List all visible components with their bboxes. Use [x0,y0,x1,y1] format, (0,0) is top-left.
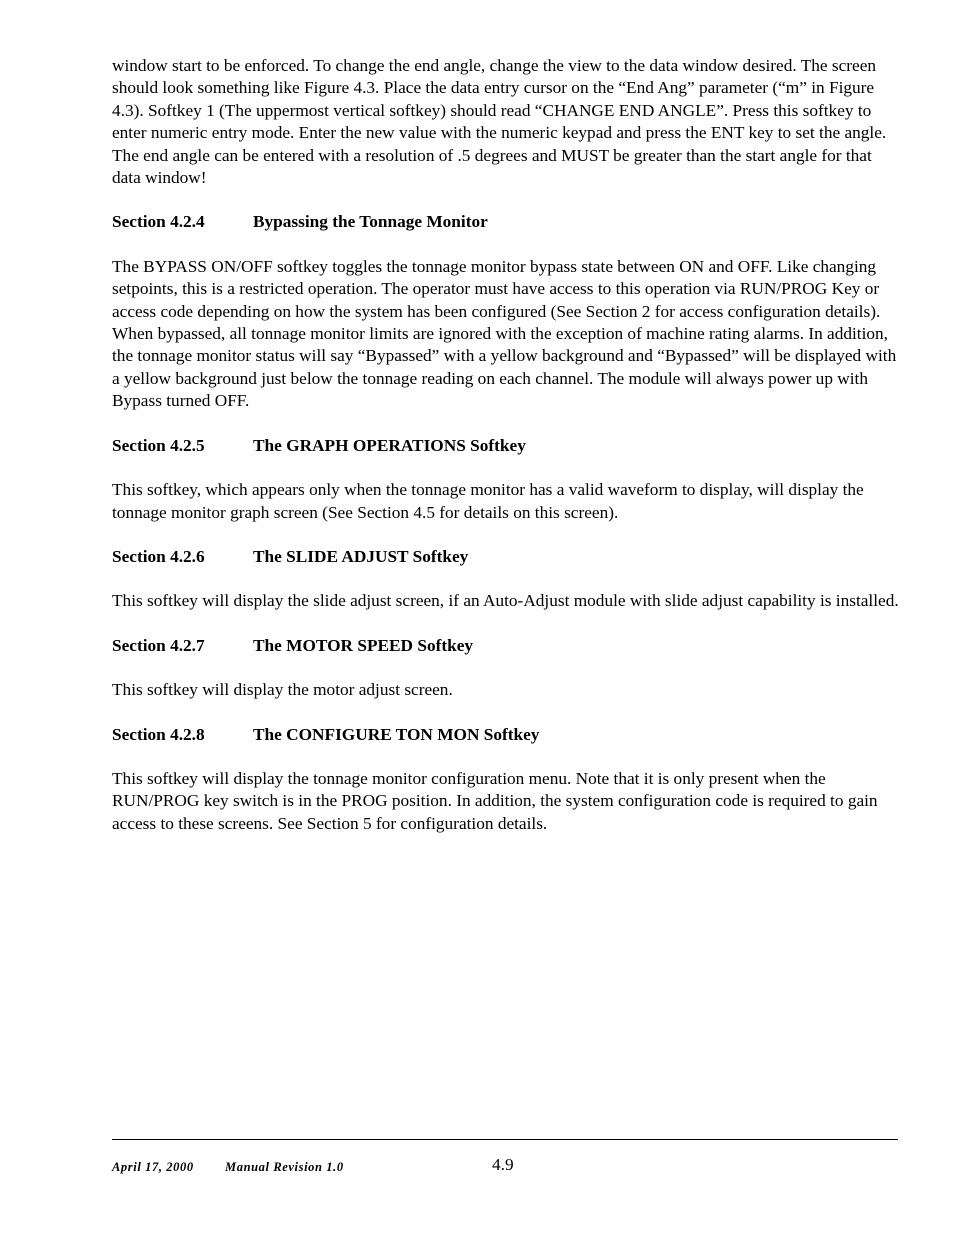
section-title: The SLIDE ADJUST Softkey [253,546,469,566]
page-number: 4.9 [492,1155,514,1174]
footer-divider [112,1139,898,1140]
section-title: The GRAPH OPERATIONS Softkey [253,435,526,455]
section-number: Section 4.2.6 [112,546,205,566]
section-number: Section 4.2.8 [112,724,205,744]
section-heading-4-2-8 [112,724,902,746]
section-title: The CONFIGURE TON MON Softkey [253,724,540,744]
section-paragraph-4-2-7: This softkey will display the motor adjust screen. [112,680,453,700]
footer-revision: Manual Revision 1.0 [225,1160,344,1174]
section-heading-4-2-7 [112,635,902,657]
section-number: Section 4.2.5 [112,435,205,455]
document-body [112,55,902,835]
intro-paragraph: window start to be enforced. To change the end angle, change the view to the data window desired. The screen should look something like Figure 4.3. Place the data entry cursor on the “End Ang” parameter (“m” in Figure 4.3). Softkey 1 (The uppermost vertical softkey) should read “CHANGE END ANGLE”. Press this softkey to enter numeric entry mode. Enter the new value with the numeric keypad and press the ENT key to set the angle. The end angle can be entered with a resolution of .5 degrees and MUST be greater than the start angle for that data window! [112,56,887,188]
section-paragraph-4-2-8: This softkey will display the tonnage monitor configuration menu. Note that it is only present when the RUN/PROG key switch is in the PROG position. In addition, the system configuration code is required to gain access to these screens. See Section 5 for configuration details. [112,768,878,833]
section-number: Section 4.2.4 [112,212,205,232]
section-title: Bypassing the Tonnage Monitor [253,212,488,232]
section-title: The MOTOR SPEED Softkey [253,635,474,655]
section-paragraph-4-2-6: This softkey will display the slide adjust screen, if an Auto-Adjust module with slide adjust capability is installed. [112,591,899,611]
footer-date: April 17, 2000 [112,1160,194,1174]
section-heading-4-2-6 [112,546,902,568]
section-number: Section 4.2.7 [112,635,205,655]
section-heading-4-2-5 [112,435,902,457]
section-paragraph-4-2-4: The BYPASS ON/OFF softkey toggles the tonnage monitor bypass state between ON and OFF. Like changing setpoints, this is a restricted operation. The operator must have access to this operation via RUN/PROG Key or access code depending on how the system has been configured (See Section 2 for access configuration details). When bypassed, all tonnage monitor limits are ignored with the exception of machine rating alarms. In addition, the tonnage monitor status will say “Bypassed” with a yellow background and “Bypassed” will be displayed with a yellow background just below the tonnage reading on each channel. The module will always power up with Bypass turned OFF. [112,256,897,411]
section-paragraph-4-2-5: This softkey, which appears only when the tonnage monitor has a valid waveform to display, will display the tonnage monitor graph screen (See Section 4.5 for details on this screen). [112,480,864,522]
section-heading-4-2-4 [112,211,902,233]
